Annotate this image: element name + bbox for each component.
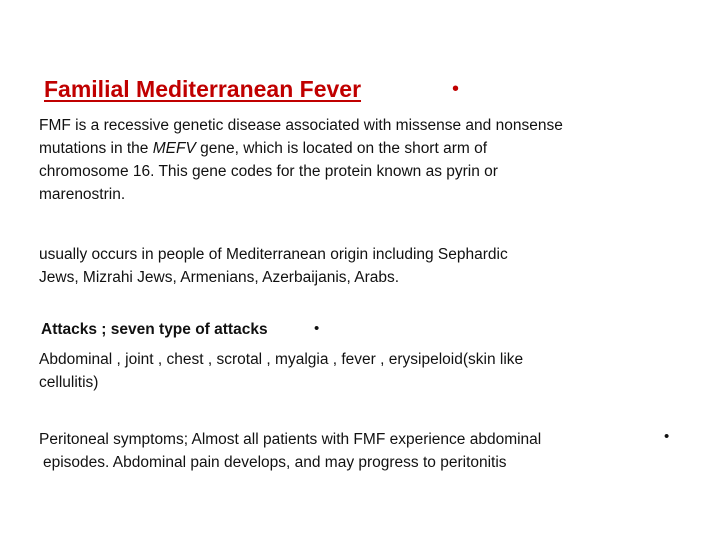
gene-name: MEFV — [152, 140, 196, 157]
text-line — [39, 137, 659, 160]
paragraph-population — [39, 243, 659, 289]
text-line: chromosome 16. This gene codes for the protein known as pyrin or — [39, 163, 498, 180]
peritoneal-bullet-icon: • — [664, 428, 670, 445]
title-bullet-icon: • — [452, 78, 460, 100]
text-line: marenostrin. — [39, 186, 126, 203]
attacks-bullet-icon: • — [314, 320, 320, 337]
text-line: Jews, Mizrahi Jews, Armenians, Azerbaijanis, Arabs. — [39, 269, 400, 286]
text-line: cellulitis) — [39, 374, 99, 391]
slide-title: Familial Mediterranean Fever — [44, 76, 362, 102]
text-segment: mutations in the — [39, 140, 153, 157]
text-line: usually occurs in people of Mediterranean origin including Sephardic — [39, 246, 508, 263]
attacks-heading: Attacks ; seven type of attacks — [41, 321, 268, 338]
text-line: Peritoneal symptoms; Almost all patients with FMF experience abdominal — [39, 431, 542, 448]
text-line: episodes. Abdominal pain develops, and may progress to peritonitis — [43, 454, 507, 471]
text-line: Abdominal , joint , chest , scrotal , myalgia , fever , erysipeloid(skin like — [39, 351, 524, 368]
paragraph-fmf-genetics — [39, 114, 659, 206]
paragraph-peritoneal — [39, 428, 659, 474]
paragraph-attack-types — [39, 348, 659, 394]
text-segment: gene, which is located on the short arm of — [195, 140, 488, 157]
text-line: FMF is a recessive genetic disease associated with missense and nonsense — [39, 117, 563, 134]
